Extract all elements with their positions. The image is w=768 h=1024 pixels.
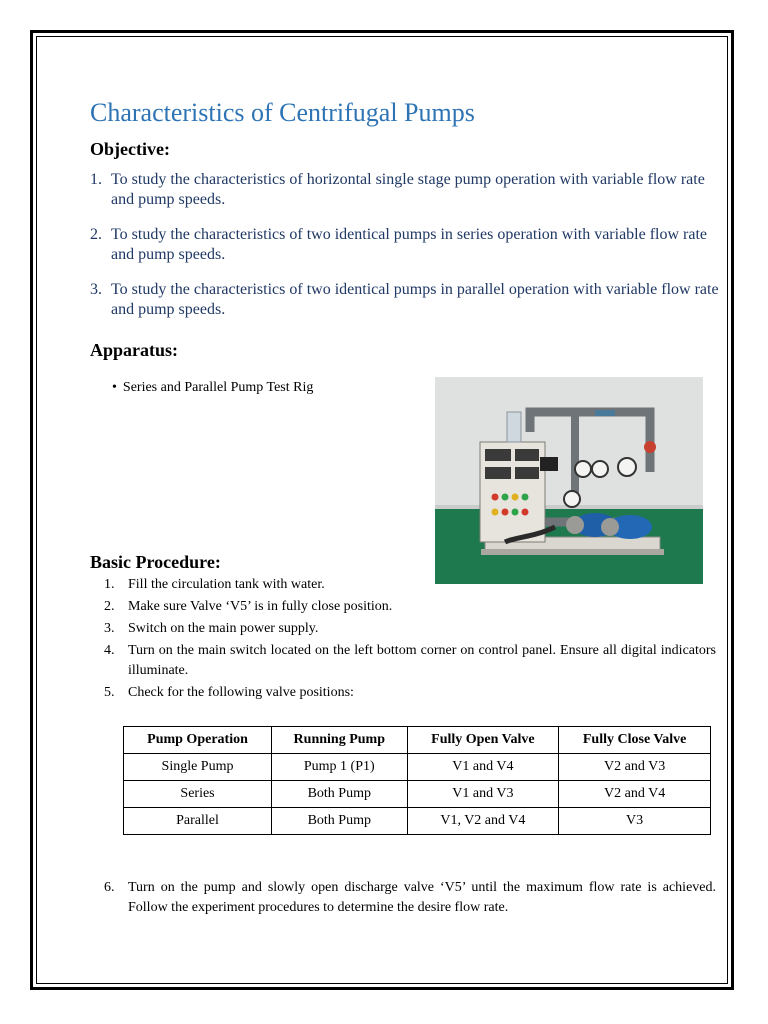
- table-cell: Pump 1 (P1): [272, 754, 407, 781]
- procedure-step: [104, 597, 716, 617]
- objective-heading: Objective:: [90, 139, 170, 159]
- pump-test-rig-photo: [435, 377, 703, 584]
- table-row: [124, 808, 711, 835]
- objective-item: [90, 225, 720, 265]
- apparatus-heading: Apparatus:: [90, 340, 179, 360]
- step-number: 2.: [104, 599, 115, 614]
- table-cell: V1 and V3: [407, 781, 559, 808]
- table-cell: V2 and V3: [559, 754, 711, 781]
- step-number: 1.: [104, 577, 115, 592]
- step-number: 3.: [104, 621, 115, 636]
- table-cell: Single Pump: [124, 754, 272, 781]
- objective-number: 2.: [90, 226, 102, 243]
- objective-text: To study the characteristics of two identical pumps in parallel operation with variable flow rate and pump speeds.: [111, 281, 719, 318]
- objective-item: [90, 280, 720, 320]
- procedure-heading: Basic Procedure:: [90, 552, 221, 572]
- objective-item: [90, 170, 720, 210]
- step-text: Check for the following valve positions:: [128, 685, 354, 700]
- table-header-cell: Fully Open Valve: [407, 727, 559, 754]
- step-number: 6.: [104, 880, 115, 895]
- table-header-row: [124, 727, 711, 754]
- table-cell: Series: [124, 781, 272, 808]
- bullet-icon: •: [112, 380, 117, 395]
- objective-number: 3.: [90, 281, 102, 298]
- table-header-cell: Fully Close Valve: [559, 727, 711, 754]
- step-text: Make sure Valve ‘V5’ is in fully close position.: [128, 599, 393, 614]
- objective-text: To study the characteristics of two identical pumps in series operation with variable flow rate and pump speeds.: [111, 226, 708, 263]
- objective-text: To study the characteristics of horizontal single stage pump operation with variable flow rate and pump speeds.: [111, 171, 705, 208]
- step-text: Fill the circulation tank with water.: [128, 577, 325, 592]
- table-cell: V3: [559, 808, 711, 835]
- step-text: Turn on the main switch located on the left bottom corner on control panel. Ensure all digital indicators illuminate.: [128, 643, 716, 678]
- table-row: [124, 754, 711, 781]
- valve-position-table: [123, 726, 711, 835]
- objective-number: 1.: [90, 171, 102, 188]
- apparatus-item: Series and Parallel Pump Test Rig: [122, 380, 314, 395]
- table-cell: Parallel: [124, 808, 272, 835]
- table-header-cell: Running Pump: [272, 727, 407, 754]
- objective-list: [90, 170, 720, 335]
- table-row: [124, 781, 711, 808]
- table-cell: V2 and V4: [559, 781, 711, 808]
- table-cell: V1, V2 and V4: [407, 808, 559, 835]
- table-cell: Both Pump: [272, 808, 407, 835]
- step-number: 5.: [104, 685, 115, 700]
- table-cell: V1 and V4: [407, 754, 559, 781]
- page-title: Characteristics of Centrifugal Pumps: [90, 98, 475, 127]
- procedure-step: [104, 641, 716, 681]
- table-cell: Both Pump: [272, 781, 407, 808]
- step-number: 4.: [104, 643, 115, 658]
- procedure-step: [104, 878, 716, 918]
- step-text: Turn on the pump and slowly open discharge valve ‘V5’ until the maximum flow rate is achieved. Follow the experiment procedures to determine the desire flow rate.: [128, 880, 716, 915]
- procedure-step: [104, 619, 716, 639]
- step-text: Switch on the main power supply.: [128, 621, 319, 636]
- apparatus-bullet: [112, 380, 313, 396]
- procedure-step: [104, 683, 716, 703]
- procedure-list-continued: [104, 878, 716, 920]
- procedure-step: [104, 575, 716, 595]
- table-header-cell: Pump Operation: [124, 727, 272, 754]
- procedure-list: [104, 575, 716, 705]
